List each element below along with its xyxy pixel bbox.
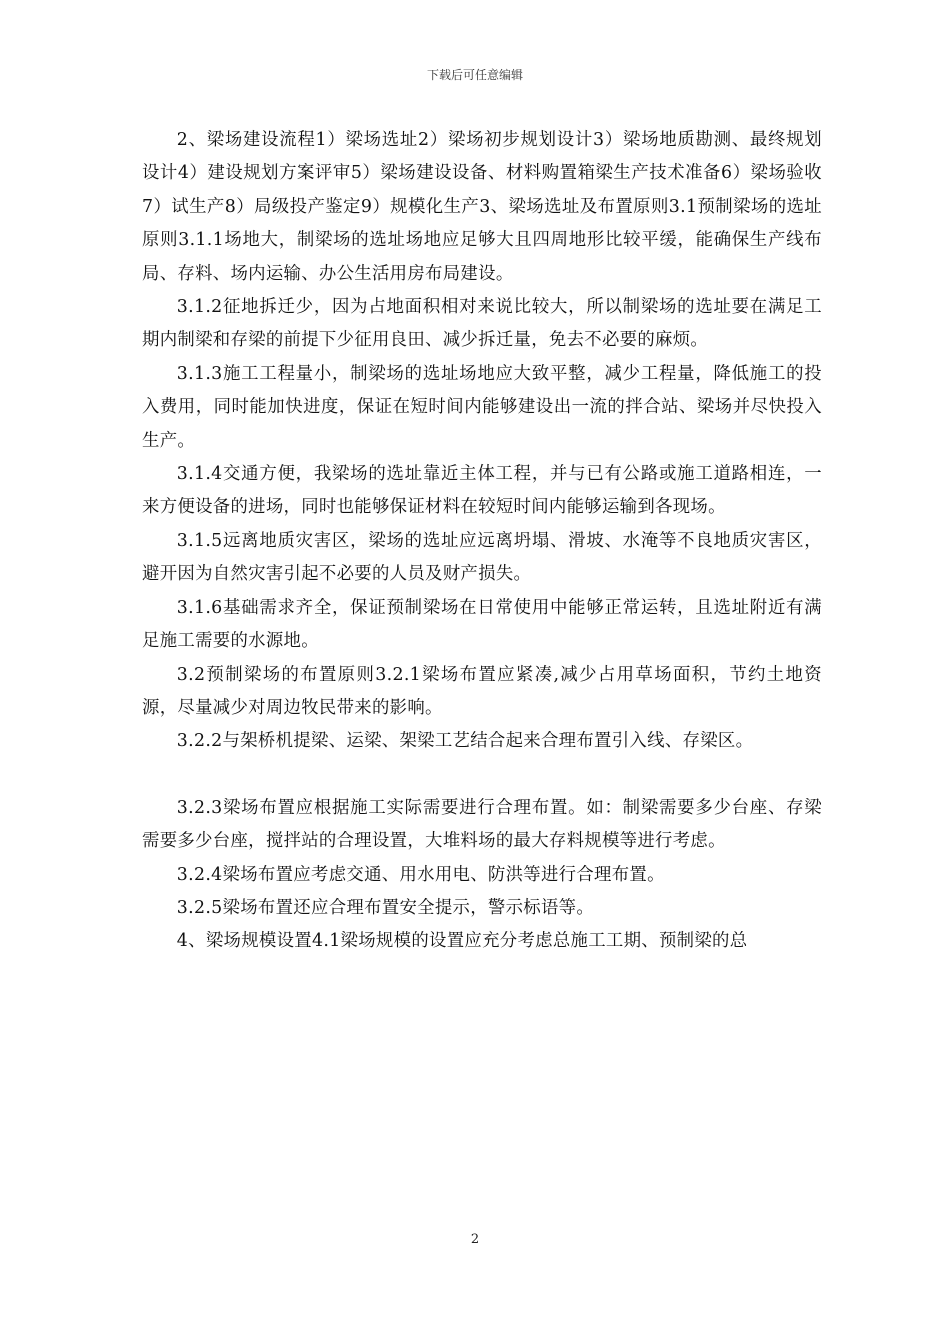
paragraph-8: 3.2.2与架桥机提梁、运梁、架梁工艺结合起来合理布置引入线、存梁区。 (176, 731, 754, 752)
paragraph-4: 3.1.4交通方便，我梁场的选址靠近主体工程，并与已有公路或施工道路相连，一来方便设备的进场，同时也能够保证材料在较短时间内能够运输到各现场。 (142, 464, 822, 518)
paragraph-1: 2、梁场建设流程1）梁场选址2）梁场初步规划设计3）梁场地质勘测、最终规划设计4）建设规划方案评审5）梁场建设设备、材料购置箱梁生产技术准备6）梁场验收7）试生产8）局级投产鉴定9）规模化生产3、梁场选址及布置原则3.1预制梁场的选址原则3.1.1场地大，制梁场的选址场地应足够大且四周地形比较平缓，能确保生产线布局、存料、场内运输、办公生活用房布局建设。 (142, 130, 822, 284)
paragraph-11: 3.2.5梁场布置还应合理布置安全提示，警示标语等。 (176, 897, 595, 918)
page-number: 2 (470, 1232, 480, 1247)
paragraph-12: 4、梁场规模设置4.1梁场规模的设置应充分考虑总施工工期、预制梁的总 (176, 931, 748, 952)
paragraph-6: 3.1.6基础需求齐全，保证预制梁场在日常使用中能够正常运转，且选址附近有满足施工需要的水源地。 (142, 597, 822, 652)
page-header: 下载后可任意编辑 (426, 68, 523, 82)
body-text (142, 124, 822, 959)
paragraph-10: 3.2.4梁场布置应考虑交通、用水用电、防洪等进行合理布置。 (176, 864, 665, 885)
paragraph-9: 3.2.3梁场布置应根据施工实际需要进行合理布置。如：制梁需要多少台座、存梁需要多少台座，搅拌站的合理设置，大堆料场的最大存料规模等进行考虑。 (142, 797, 822, 852)
paragraph-5: 3.1.5远离地质灾害区，梁场的选址应远离坍塌、滑坡、水淹等不良地质灾害区，避开因为自然灾害引起不必要的人员及财产损失。 (142, 530, 822, 585)
paragraph-3: 3.1.3施工工程量小，制梁场的选址场地应大致平整，减少工程量，降低施工的投入费用，同时能加快进度，保证在短时间内能够建设出一流的拌合站、梁场并尽快投入生产。 (142, 363, 822, 451)
paragraph-7: 3.2预制梁场的布置原则3.2.1梁场布置应紧凑,减少占用草场面积，节约土地资源，尽量减少对周边牧民带来的影响。 (142, 664, 822, 718)
paragraph-2: 3.1.2征地拆迁少，因为占地面积相对来说比较大，所以制梁场的选址要在满足工期内制梁和存梁的前提下少征用良田、减少拆迁量，免去不必要的麻烦。 (142, 297, 822, 351)
